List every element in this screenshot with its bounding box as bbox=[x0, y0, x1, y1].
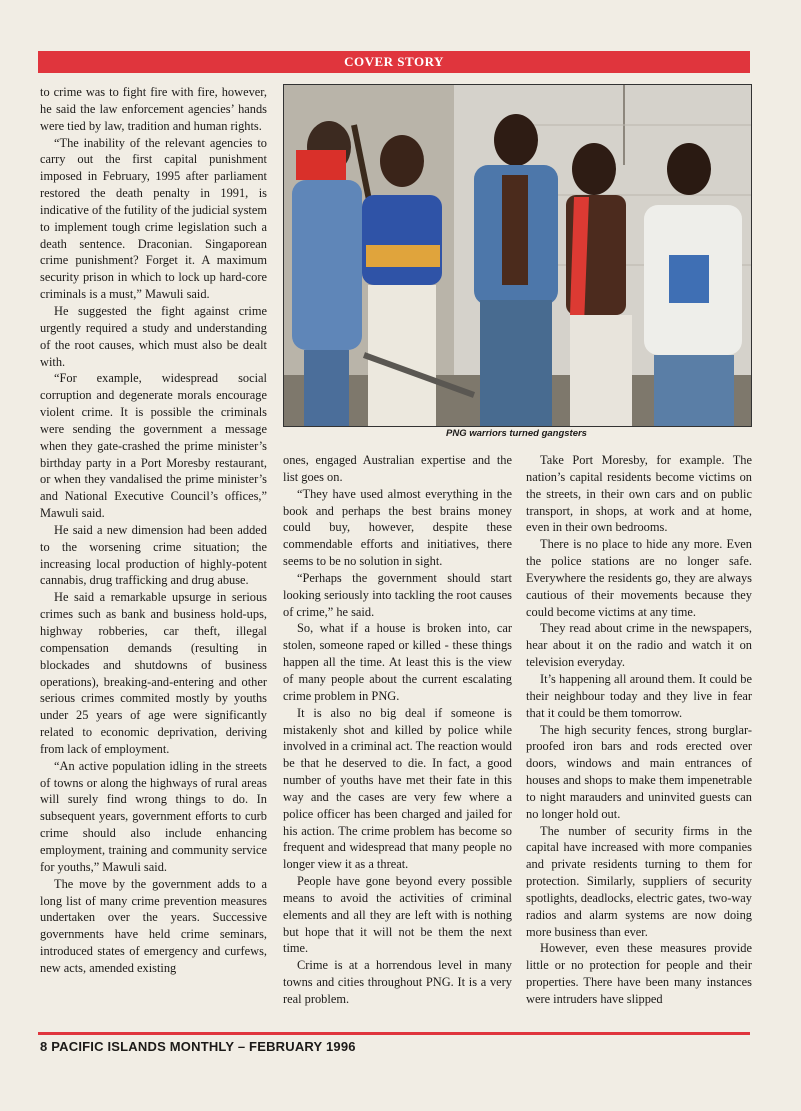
paragraph: “They have used almost everything in the book and perhaps the best brains money could buy, however, despite these commendable efforts and initiatives, there seems to be no solution in sight. bbox=[283, 486, 512, 569]
article-photo bbox=[283, 84, 752, 427]
paragraph: People have gone beyond every possible means to avoid the activities of criminal elements and all they are left with is nothing but hope that it will not be them the next time. bbox=[283, 874, 512, 956]
paragraph: “For example, widespread social corruption and degenerate morals encourage violent crime. It is possible the criminals were sending the government a message when they gate-crashed the prime minister’s birthday party in a Port Moresby restaurant, or when they vandalised the prime minister’s and National Executive Council’s offices,” Mawuli said. bbox=[40, 371, 267, 521]
paragraph: He said a remarkable upsurge in serious crimes such as bank and business hold-ups, highway robberies, car theft, illegal compensation demands (resulting in blockades and shutdowns of business operations), breaking-and-entering and other serious crimes commited mostly by youths under 25 years of age were significantly related to economic deprivation, deriving from lack of employment. bbox=[40, 590, 267, 756]
paragraph: However, even these measures provide little or no protection for people and their properties. There have been many instances were intruders have slipped bbox=[526, 941, 752, 1006]
paragraph: Crime is at a horrendous level in many towns and cities throughout PNG. It is a very real problem. bbox=[283, 958, 512, 1006]
article-column-1 bbox=[40, 84, 267, 977]
paragraph: He said a new dimension had been added to the worsening crime situation; the increasing local production of highly-potent cannabis, drug trafficking and drug abuse. bbox=[40, 522, 267, 588]
paragraph: “Perhaps the government should start looking seriously into tackling the root causes of crime,” he said. bbox=[283, 570, 512, 619]
paragraph: It is also no big deal if someone is mistakenly shot and killed by police while involved in a criminal act. The reaction would be that he deserved to die. In fact, a good number of youths have met their fate in this way and the cases are very few where a police officer has been charged and jailed for his action. The crime problem has become so frequent and widespread that many people no longer view it as a threat. bbox=[283, 705, 512, 872]
paragraph: He suggested the fight against crime urgently required a study and understanding of the root causes, which must also be dealt with. bbox=[40, 303, 267, 369]
article-column-3 bbox=[526, 452, 752, 1008]
paragraph: “The inability of the relevant agencies to carry out the first capital punishment imposed in February, 1995 after parliament restored the death penalty in 1991, is indicative of the futility of the judicial system to implement tough crime legislation such a death sentence. Draconian. Singaporean crime punishment? Forget it. A maximum security prison in which to lock up hard-core criminals is a must,” Mawuli said. bbox=[40, 135, 267, 302]
photo-caption: PNG warriors turned gangsters bbox=[446, 428, 587, 439]
paragraph: So, what if a house is broken into, car stolen, someone raped or killed - these things happen all the time. At least this is the view of many people about the current escalating crime problem in PNG. bbox=[283, 621, 512, 703]
paragraph: They read about crime in the newspapers, hear about it on the radio and watch it on television everyday. bbox=[526, 621, 752, 670]
section-title: COVER STORY bbox=[344, 54, 444, 69]
paragraph: Take Port Moresby, for example. The nation’s capital residents become victims on the streets, in their own cars and on public transport, in shops, at work and at home, even in their own bedrooms. bbox=[526, 453, 752, 535]
article-column-2 bbox=[283, 452, 512, 1008]
paragraph: The move by the government adds to a long list of many crime prevention measures undertaken over the years. Successive governments have held crime seminars, introduced states of emergency and curfews, new acts, amended existing bbox=[40, 876, 267, 975]
footer-rule bbox=[38, 1032, 750, 1035]
paragraph: ones, engaged Australian expertise and the list goes on. bbox=[283, 453, 512, 484]
photo-illustration bbox=[284, 85, 751, 426]
paragraph: There is no place to hide any more. Even the police stations are no longer safe. Everywhere the residents go, they are always cautious of their movements because they could become victims at any time. bbox=[526, 537, 752, 619]
paragraph: to crime was to fight fire with fire, however, he said the law enforcement agencies’ hands were tied by law, tradition and human rights. bbox=[40, 85, 267, 133]
paragraph: The number of security firms in the capital have increased with more companies and private residents turning to them for protection. Similarly, suppliers of security spotlights, deadlocks, electric gates, two-way radios and alarm systems are now doing more business than ever. bbox=[526, 823, 752, 939]
paragraph: It’s happening all around them. It could be their neighbour today and they live in fear that it could be them tomorrow. bbox=[526, 671, 752, 720]
paragraph: “An active population idling in the streets of towns or along the highways of rural areas will surely find wrong things to do. In subsequent years, government efforts to curb crime should also include enhancing employment, training and community service for youths,” Mawuli said. bbox=[40, 758, 267, 874]
paragraph: The high security fences, strong burglar-proofed iron bars and rods erected over doors, windows and main entrances of houses and shops to make them impenetrable to night marauders and uninvited guests can no longer hold out. bbox=[526, 722, 752, 821]
page-footer: 8 PACIFIC ISLANDS MONTHLY – FEBRUARY 1996 bbox=[40, 1039, 356, 1054]
section-banner bbox=[38, 51, 750, 73]
